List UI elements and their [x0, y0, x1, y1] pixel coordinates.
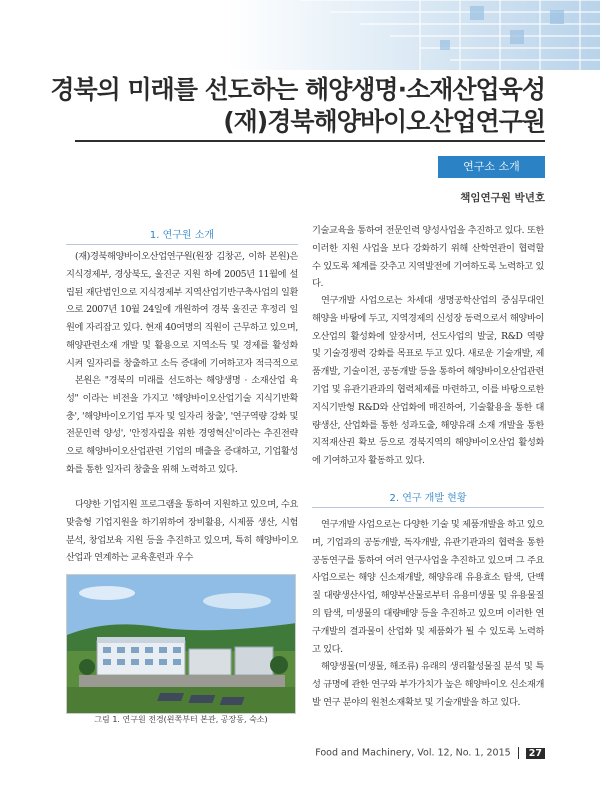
article-title-line2: (재)경북해양바이오산업연구원	[223, 107, 545, 136]
title-divider	[75, 140, 545, 142]
col2-paragraph-1: 기술교육을 통하여 전문인력 양성사업을 추진하고 있다. 또한 이러한 지원 사업을 보다 강화하기 위해 산학연관이 협력할 수 있도록 체계를 갖추고 지역발전에 기여하도록 노력하고 있다.	[312, 225, 544, 290]
footer-divider	[518, 747, 519, 759]
col1-paragraph-3: 다양한 기업지원 프로그램을 통하여 지원하고 있으며, 수요맞춤형 기업지원을 하기위하여 장비활용, 시제품 생산, 시험분석, 창업보육 지원 등을 추진하고 있으며, 특히 해양바이오산업과 연계하는 교육훈련과 우수	[66, 499, 298, 564]
section-heading-2: 2. 연구 개발 현황	[312, 489, 544, 508]
col1-paragraph-2: 본원은 "경북의 미래를 선도하는 해양생명 · 소재산업 육성" 이라는 비전을 가지고 '해양바이오산업기술 지식기반확충', '해양바이오기업 투자 및 일자리 창출', '연구역량 강화 및 전문인력 양성', '안정자립을 위한 경영혁신'이라는 추진전략으로 해양바이오산업관련 기업의 매출을 증대하고, 기업활성화를 통한 일자리 창출을 위해 노력하고 있다.	[66, 375, 298, 475]
col1-paragraph-1: (재)경북해양바이오산업연구원(원장 김창곤, 이하 본원)은 지식경제부, 경상북도, 울진군 지원 하에 2005년 11월에 설립된 재단법인으로 지식경제부 지역산업기반구축사업의 일환으로 2007년 10월 24일에 개원하여 경북 울진군 후정리 일원에 자리잡고 있다. 현재 40여명의 직원이 근무하고 있으며, 해양관련소재 개발 및 활용으로 지역소득 및 경제를 활성화 시켜 일자리를 창출하고 소득 증대에 기여하고자 적극적으로	[66, 251, 298, 369]
institute-photo	[66, 574, 296, 714]
page-number: 27	[526, 748, 545, 759]
banner-graphic	[0, 0, 600, 70]
author-name: 책임연구원 박년호	[460, 192, 545, 204]
page-footer	[315, 747, 545, 759]
col2-paragraph-3: 연구개발 사업으로는 다양한 기술 및 제품개발을 하고 있으며, 기업과의 공동개발, 독자개발, 유관기관과의 협력을 통한 공동연구를 통하여 여러 연구사업을 추진하고 있으며 그 주요사업으로는 해양 신소재개발, 해양유래 유용효소 탐색, 단백질 대량생산사업, 해양부산물로부터 유용미생물 및 유용물질의 탐색, 미생물의 대량배양 등을 추진하고 있으며 이러한 연구개발의 결과물이 산업화 및 제품화가 될 수 있도록 노력하고 있다.	[312, 519, 544, 655]
category-label: 연구소 소개	[438, 156, 545, 178]
figure-caption: 그림 1. 연구원 전경(왼쪽부터 본관, 공장동, 숙소)	[94, 715, 268, 724]
header-banner	[0, 0, 600, 70]
journal-citation: Food and Machinery, Vol. 12, No. 1, 2015	[315, 747, 511, 759]
section-heading-1: 1. 연구원 소개	[66, 226, 298, 245]
article-title-line1: 경북의 미래를 선도하는 해양생명·소재산업육성	[50, 75, 545, 104]
col2-paragraph-2: 연구개발 사업으로는 차세대 생명공학산업의 중심무대인 해양을 바탕에 두고, 지역경제의 신성장 동력으로서 해양바이오산업의 활성화에 앞장서며, 선도사업의 발굴, R&D 역량 및 기술경쟁력 강화를 목표로 두고 있다. 새로운 기술개발, 제품개발, 기술이전, 공동개발 등을 통하여 해양바이오산업관련 기업 및 유관기관과의 협력체제를 마련하고, 이를 바탕으로한 지식기반형 R&D와 산업화에 매진하여, 기술활용을 통한 대량생산, 산업화를 통한 성과도출, 해양유래 소재 개발을 통한 지적재산권 확보 등으로 경북지역의 해양바이오산업 활성화에 기여하고자 활동하고 있다.	[312, 295, 544, 467]
col2-paragraph-4: 해양생물(미생물, 해조류) 유래의 생리활성물질 분석 및 특성 규명에 관한 연구와 부가가치가 높은 해양바이오 신소재개발 연구 분야의 원천소재확보 및 기술개발을 하고 있다.	[312, 661, 544, 708]
